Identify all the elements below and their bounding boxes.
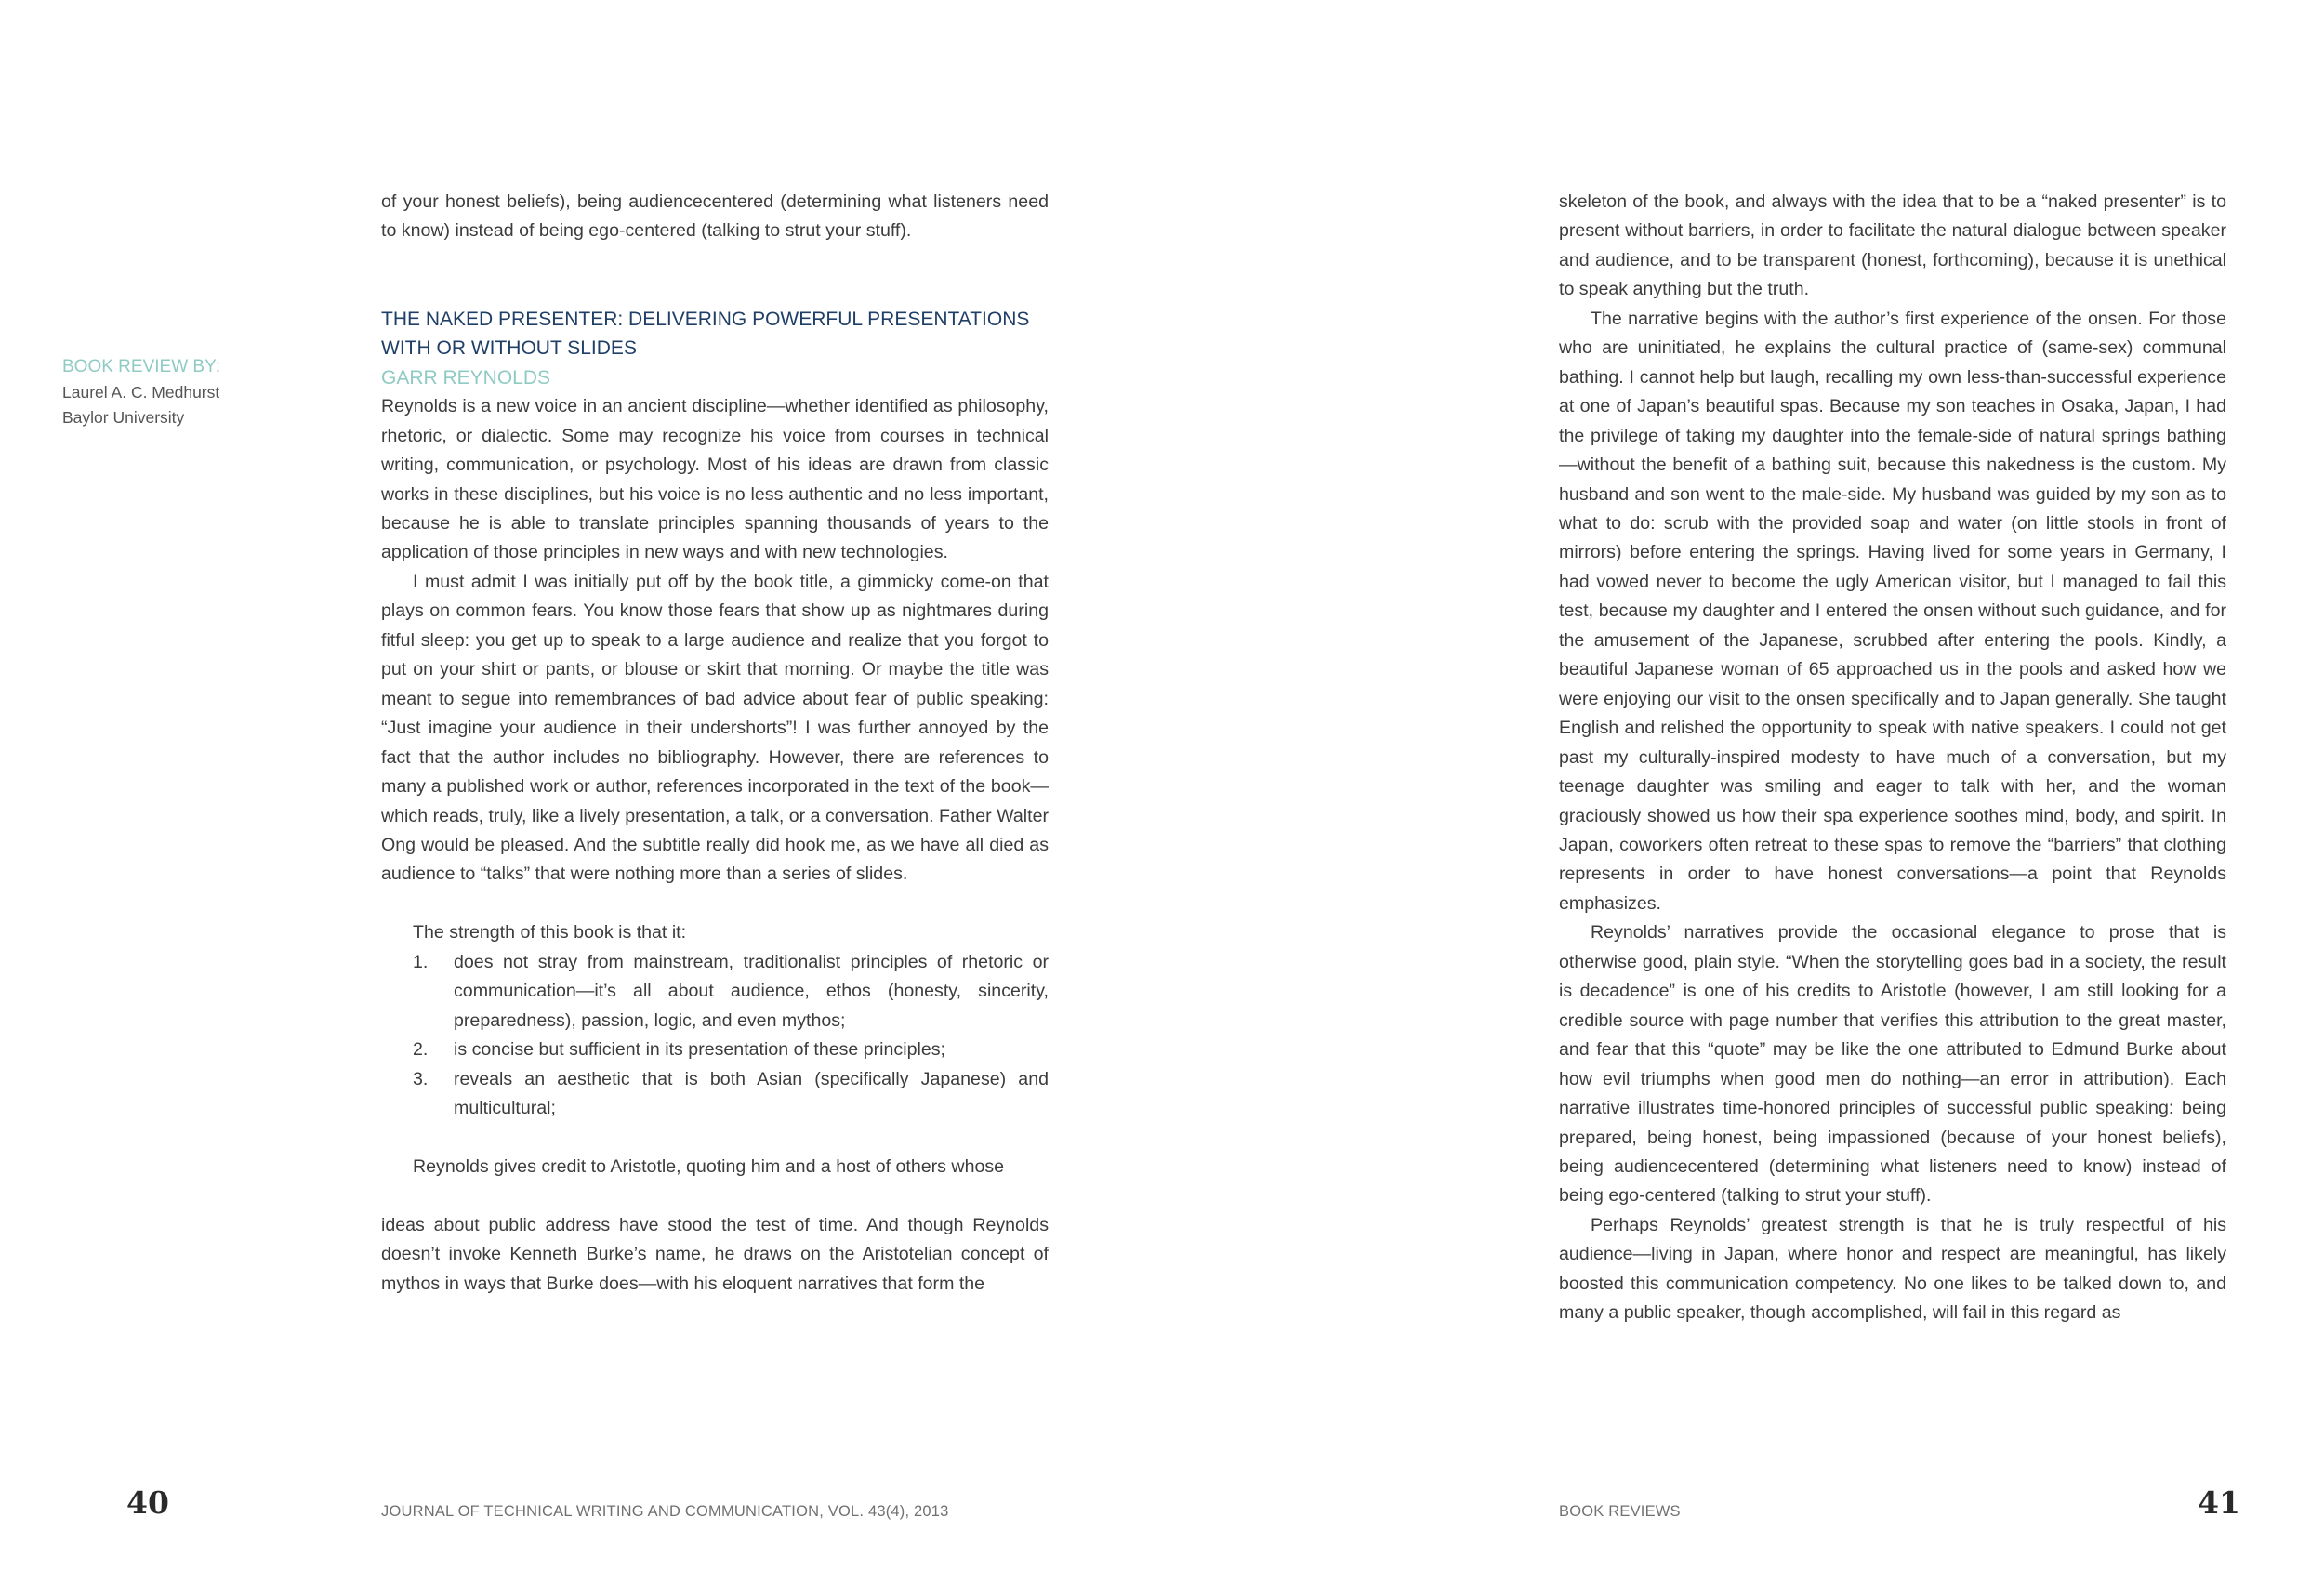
list-item — [381, 1036, 1049, 1064]
right-page-column — [1559, 188, 2226, 1328]
list-item-number: 2. — [413, 1039, 429, 1061]
list-item-text: is concise but sufficient in its presentation of these principles; — [454, 1039, 945, 1061]
strengths-list — [381, 948, 1049, 1124]
book-title-line-1: THE NAKED PRESENTER: DELIVERING POWERFUL PRESENTATIONS — [381, 308, 1030, 330]
page-number-right: 41 — [2198, 1484, 2240, 1521]
reviewer-affiliation: Baylor University — [62, 408, 185, 428]
left-page-column — [381, 188, 1049, 1299]
book-review-by-label: BOOK REVIEW BY: — [62, 357, 220, 376]
spacer — [381, 246, 1049, 305]
list-item-number: 3. — [413, 1068, 429, 1089]
page-number-left: 40 — [126, 1484, 169, 1521]
reviewer-name: Laurel A. C. Medhurst — [62, 382, 220, 402]
section-footer: BOOK REVIEWS — [1559, 1503, 1681, 1520]
credit-line: Reynolds gives credit to Aristotle, quoting him and a host of others whose — [413, 1155, 1005, 1177]
list-item-text: does not stray from mainstream, traditionalist principles of rhetoric or communication—it’s all about audience, ethos (honesty, sincerity, preparedness), passion, logic, and even mythos; — [454, 951, 1049, 1031]
spacer — [381, 890, 1049, 918]
book-author: GARR REYNOLDS — [381, 366, 551, 389]
list-item — [381, 1065, 1049, 1124]
list-item — [381, 948, 1049, 1036]
reviewer-sidebar — [62, 354, 220, 431]
right-paragraph-3: Reynolds’ narratives provide the occasional elegance to prose that is otherwise good, plain style. “When the storytelling goes bad in a society, the result is decadence” is one of his credits to Aristotle (however, I am still looking for a credible source with page number that verifies this attribution to the great master, and fear that this “quote” may be like the one attributed to Edmund Burke about how evil triumphs when good men do nothing—an error in attribution). Each narrative illustrates time-honored principles of successful public speaking: being prepared, being honest, being impassioned (because of your honest beliefs), being audiencecentered (determining what listeners need to know) instead of being ego-centered (talking to strut your stuff). — [1559, 922, 2226, 1207]
right-paragraph-4: Perhaps Reynolds’ greatest strength is that he is truly respectful of his audience—living in Japan, where honor and respect are meaningful, has likely boosted this communication competency. No one likes to be talked down to, and many a public speaker, though accomplished, will fail in this regard as — [1559, 1214, 2226, 1324]
list-item-number: 1. — [413, 951, 429, 972]
strength-intro: The strength of this book is that it: — [413, 922, 687, 943]
list-item-text: reveals an aesthetic that is both Asian (specifically Japanese) and multicultural; — [454, 1068, 1049, 1119]
right-paragraph-1: skeleton of the book, and always with the idea that to be a “naked presenter” is to present without barriers, in order to facilitate the natural dialogue between speaker and audience, and to be transparent (honest, forthcoming), because it is unethical to speak anything but the truth. — [1559, 191, 2226, 300]
journal-footer: JOURNAL OF TECHNICAL WRITING AND COMMUNICATION, VOL. 43(4), 2013 — [381, 1503, 949, 1520]
left-opening-text: of your honest beliefs), being audiencecentered (determining what listeners need to know) instead of being ego-centered (talking to strut your stuff). — [381, 191, 1049, 242]
spacer — [381, 1123, 1049, 1152]
left-paragraph-2: I must admit I was initially put off by the book title, a gimmicky come-on that plays on common fears. You know those fears that show up as nightmares during fitful sleep: you get up to speak to a large audience and realize that you forgot to put on your shirt or pants, or blouse or skirt that morning. Or maybe the title was meant to segue into remembrances of bad advice about fear of public speaking: “Just imagine your audience in their undershorts”! I was further annoyed by the fact that the author includes no bibliography. However, there are references to many a published work or author, references incorporated in the text of the book—which reads, truly, like a lively presentation, a talk, or a conversation. Father Walter Ong would be pleased. And the subtitle really did hook me, as we have all died as audience to “talks” that were nothing more than a series of slides. — [381, 571, 1049, 885]
left-paragraph-1: Reynolds is a new voice in an ancient discipline—whether identified as philosophy, rhetoric, or dialectic. Some may recognize his voice from courses in technical writing, communication, or psychology. Most of his ideas are drawn from classic works in these disciplines, but his voice is no less authentic and no less important, because he is able to translate principles spanning thousands of years to the application of those principles in new ways and with new technologies. — [381, 396, 1049, 563]
spacer — [381, 1181, 1049, 1210]
book-title-line-2: WITH OR WITHOUT SLIDES — [381, 337, 637, 360]
right-paragraph-2: The narrative begins with the author’s first experience of the onsen. For those who are uninitiated, he explains the cultural practice of (same-sex) communal bathing. I cannot help but laugh, recalling my own less-than-successful experience at one of Japan’s beautiful spas. Because my son teaches in Osaka, Japan, I had the privilege of taking my daughter into the female-side of natural springs bathing—without the benefit of a bathing suit, because this nakedness is the custom. My husband and son went to the male-side. My husband was guided by my son as to what to do: scrub with the provided soap and water (on little stools in front of mirrors) before entering the springs. Having lived for some years in Germany, I had vowed never to become the ugly American visitor, but I managed to fail this test, because my daughter and I entered the onsen without such guidance, and for the amusement of the Japanese, scrubbed after entering the pools. Kindly, a beautiful Japanese woman of 65 approached us in the pools and asked how we were enjoying our visit to the onsen specifically and to Japan generally. She taught English and relished the opportunity to speak with native speakers. I could not get past my culturally-inspired modesty to have much of a conversation, but my teenage daughter was smiling and eager to talk with her, and the woman graciously showed us how their spa experience soothes mind, body, and spirit. In Japan, coworkers often retreat to these spas to remove the “barriers” that clothing represents in order to have honest conversations—a point that Reynolds emphasizes. — [1559, 308, 2226, 914]
left-closing-text: ideas about public address have stood the test of time. And though Reynolds doesn’t invoke Kenneth Burke’s name, he draws on the Aristotelian concept of mythos in ways that Burke does—with his eloquent narratives that form the — [381, 1214, 1049, 1294]
